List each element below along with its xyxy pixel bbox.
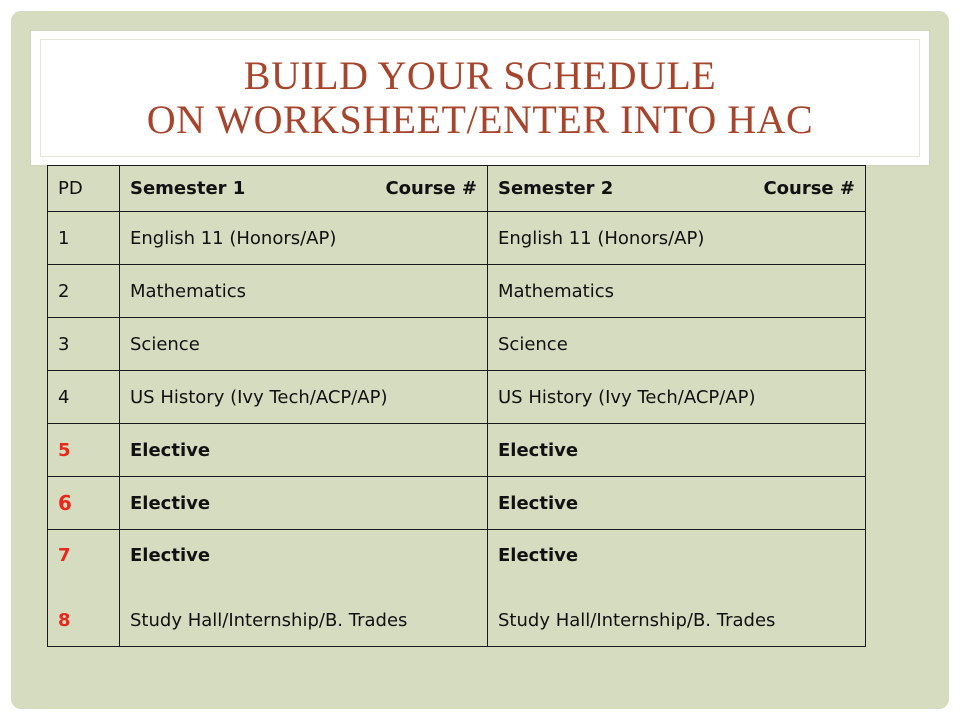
semester-2-cell: US History (Ivy Tech/ACP/AP): [488, 371, 866, 424]
period-cell: 2: [48, 265, 120, 318]
header-semester-2: [488, 166, 866, 212]
header-semester-1-label: Semester 1: [130, 178, 246, 199]
semester-2-cell: [488, 530, 866, 647]
semester-2-cell: English 11 (Honors/AP): [488, 212, 866, 265]
period-cell: 1: [48, 212, 120, 265]
title-box: [30, 30, 930, 166]
header-semester-2-label: Semester 2: [498, 178, 614, 199]
period-cell: 3: [48, 318, 120, 371]
semester-2-cell: Mathematics: [488, 265, 866, 318]
table-header-row: [48, 166, 866, 212]
table-row: [48, 212, 866, 265]
title-inner: [40, 39, 920, 157]
table-row: [48, 424, 866, 477]
title-line-2: ON WORKSHEET/ENTER INTO HAC: [146, 97, 814, 142]
period-8-label: 8: [58, 610, 71, 631]
semester-1-cell: Elective: [120, 424, 488, 477]
semester-1-cell: Mathematics: [120, 265, 488, 318]
semester-1-cell: Science: [120, 318, 488, 371]
semester-1-cell: English 11 (Honors/AP): [120, 212, 488, 265]
semester-1-cell: [120, 530, 488, 647]
header-semester-1: [120, 166, 488, 212]
period-cell: 6: [48, 477, 120, 530]
semester-2-cell: Elective: [488, 424, 866, 477]
semester-1-study-hall: Study Hall/Internship/B. Trades: [130, 610, 408, 631]
schedule-table: [47, 165, 866, 647]
table-row: [48, 530, 866, 647]
period-cell: 4: [48, 371, 120, 424]
table-row: [48, 477, 866, 530]
semester-2-study-hall: Study Hall/Internship/B. Trades: [498, 610, 776, 631]
table-row: [48, 371, 866, 424]
semester-2-cell: Elective: [488, 477, 866, 530]
semester-1-cell: Elective: [120, 477, 488, 530]
semester-1-cell: US History (Ivy Tech/ACP/AP): [120, 371, 488, 424]
semester-1-elective: Elective: [130, 545, 211, 566]
header-course-1-label: Course #: [385, 178, 477, 199]
header-pd: PD: [48, 166, 120, 212]
semester-2-elective: Elective: [498, 545, 579, 566]
period-cell: [48, 530, 120, 647]
title-line-1: BUILD YOUR SCHEDULE: [243, 53, 717, 98]
semester-2-cell: Science: [488, 318, 866, 371]
table-row: [48, 265, 866, 318]
header-course-2-label: Course #: [763, 178, 855, 199]
period-cell: 5: [48, 424, 120, 477]
table-row: [48, 318, 866, 371]
period-7-label: 7: [58, 545, 71, 566]
